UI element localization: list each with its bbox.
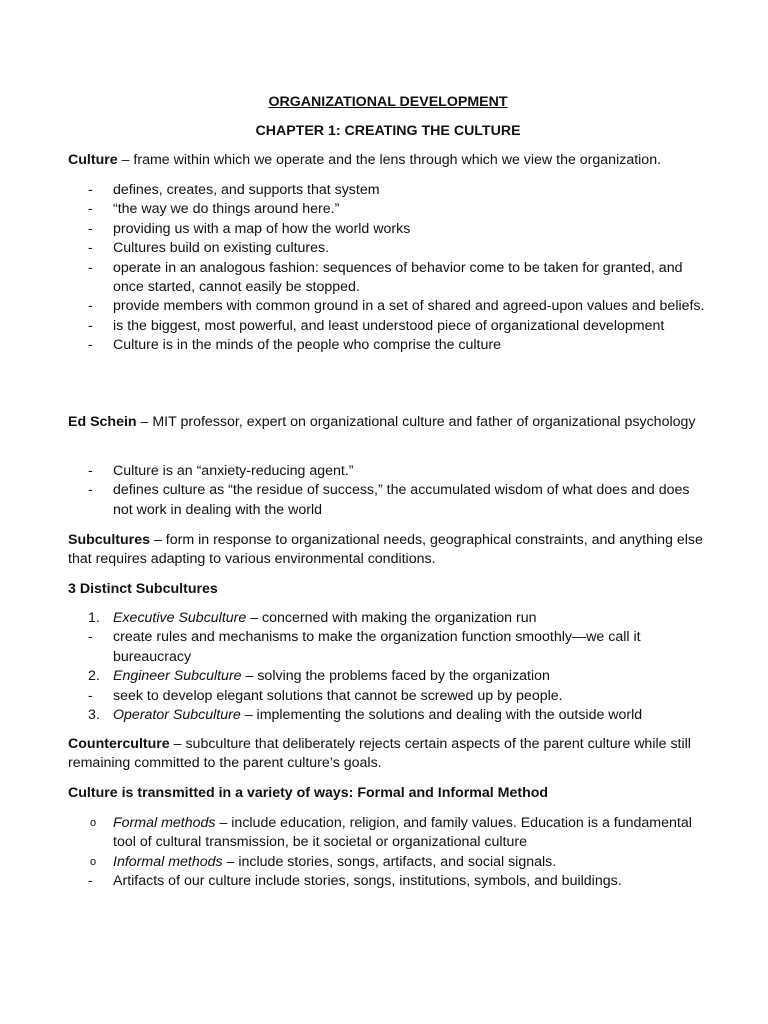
culture-definition	[68, 151, 708, 170]
counterculture-term: Counterculture	[68, 736, 170, 752]
list-item: - Cultures build on existing cultures.	[88, 240, 330, 257]
list-item: - operate in an analogous fashion: sequences of behavior come to be taken for granted, and once started, cannot easily be stopped.	[88, 259, 683, 296]
schein-term: Ed Schein	[68, 414, 137, 430]
list-item: o Formal methods – include education, religion, and family values. Education is a fundamental tool of cultural transmission, be it societal or organizational culture	[90, 815, 692, 851]
list-item: 1. Executive Subculture – concerned with making the organization run	[88, 610, 537, 626]
list-item: - providing us with a map of how the world works	[88, 220, 411, 237]
chapter-title: CHAPTER 1: CREATING THE CULTURE	[255, 123, 521, 139]
list-item: - seek to develop elegant solutions that cannot be screwed up by people.	[88, 687, 563, 704]
counterculture-definition	[68, 735, 708, 774]
list-item: 3. Operator Subculture – implementing the solutions and dealing with the outside world	[88, 707, 643, 724]
list-item: o Informal methods – include stories, songs, artifacts, and social signals.	[90, 853, 557, 870]
culture-term: Culture	[68, 152, 118, 168]
schein-definition	[68, 413, 708, 432]
schein-list	[68, 462, 708, 520]
list-item: - Artifacts of our culture include stories, songs, institutions, symbols, and buildings.	[88, 873, 622, 890]
list-item: - provide members with common ground in a set of shared and agreed-upon values and beliefs.	[88, 298, 705, 315]
transmitted-heading: Culture is transmitted in a variety of ways: Formal and Informal Method	[68, 785, 549, 801]
list-item: 2. Engineer Subculture – solving the problems faced by the organization	[88, 668, 550, 685]
list-item: - Culture is in the minds of the people who comprise the culture	[88, 337, 501, 354]
list-item: - is the biggest, most powerful, and least understood piece of organizational development	[88, 317, 665, 334]
transmitted-list	[68, 814, 708, 892]
list-item: - Culture is an “anxiety-reducing agent.”	[88, 463, 354, 479]
culture-list	[68, 181, 708, 356]
schein-definition-text: – MIT professor, expert on organizational culture and father of organizational psychology	[136, 414, 696, 430]
list-item: - defines, creates, and supports that system	[88, 182, 380, 198]
culture-definition-text: – frame within which we operate and the lens through which we view the organization.	[117, 152, 662, 168]
subcultures-definition-text: – form in response to organizational needs, geographical constraints, and anything else that requires adapting to various environmental conditions.	[68, 532, 703, 568]
distinct-list	[68, 609, 708, 725]
list-item: - “the way we do things around here.”	[88, 201, 340, 218]
list-item: - defines culture as “the residue of success,” the accumulated wisdom of what does and does not work in dealing with the world	[88, 482, 690, 518]
counterculture-definition-text: – subculture that deliberately rejects certain aspects of the parent culture while still remaining committed to the parent culture’s goals.	[68, 736, 691, 772]
subcultures-term: Subcultures	[68, 532, 150, 548]
subcultures-definition	[68, 531, 708, 570]
list-item: - create rules and mechanisms to make the organization function smoothly—we call it bureaucracy	[88, 629, 641, 665]
document-title: ORGANIZATIONAL DEVELOPMENT	[268, 94, 508, 110]
distinct-heading: 3 Distinct Subcultures	[68, 581, 218, 597]
